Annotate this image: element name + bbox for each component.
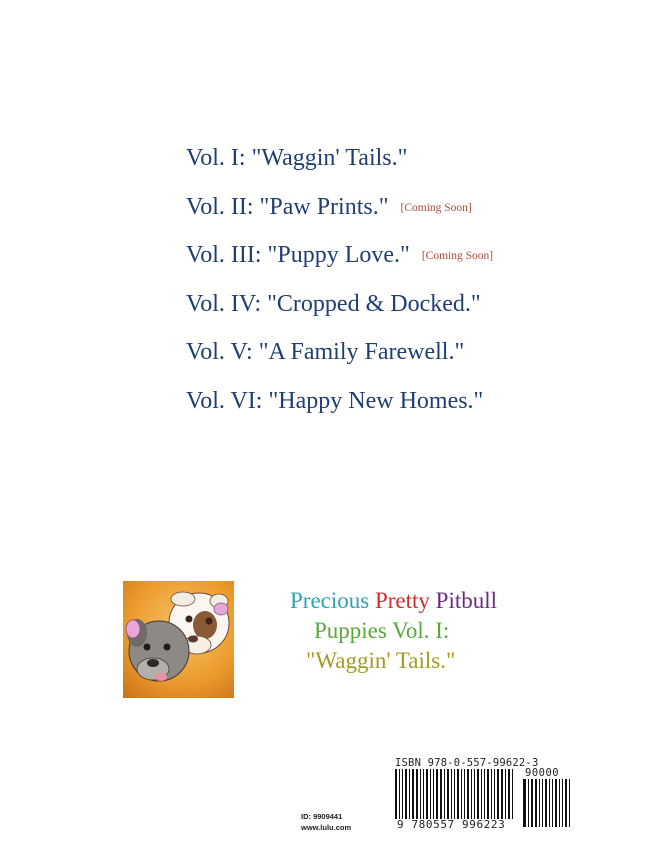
barcode-bar — [454, 769, 455, 819]
barcode-bar — [444, 769, 445, 819]
title-word-precious: Precious — [290, 588, 370, 613]
barcode-bar — [545, 779, 547, 827]
barcode-bar — [412, 769, 414, 819]
title-line-1 — [290, 586, 497, 616]
barcode-bar — [523, 779, 526, 827]
lulu-id: ID: 9909441 — [301, 812, 343, 821]
volume-label: Vol. IV: "Cropped & Docked." — [186, 290, 481, 317]
barcode-bar — [395, 769, 397, 819]
addon-barcode-bars — [523, 779, 573, 827]
barcode-bar — [539, 779, 540, 827]
barcode-bar — [484, 769, 485, 819]
title-line-2: Puppies Vol. I: — [314, 618, 450, 643]
barcode-bar — [549, 779, 550, 827]
volume-item — [186, 389, 493, 413]
barcode-bar — [457, 769, 459, 819]
barcode-bar — [423, 769, 424, 819]
volume-label: Vol. I: "Waggin' Tails." — [186, 145, 408, 171]
isbn-text: ISBN 978-0-557-99622-3 — [395, 757, 539, 769]
barcode-bar — [565, 779, 567, 827]
barcode-bar — [433, 769, 434, 819]
barcode-bar — [426, 769, 428, 819]
barcode-bar — [402, 769, 403, 819]
coming-soon-note: [Coming Soon] — [421, 250, 494, 263]
title-word-pitbull: Pitbull — [435, 588, 498, 613]
barcode-bar — [497, 769, 499, 819]
barcode-bar — [467, 769, 469, 819]
barcode-bar — [505, 769, 506, 819]
barcode-bar — [436, 769, 438, 819]
barcode-bar — [542, 779, 543, 827]
ean-barcode-bars — [395, 769, 517, 819]
price-addon-text: 90000 — [525, 767, 560, 779]
barcode-bar — [447, 769, 449, 819]
barcode-bar — [440, 769, 442, 819]
barcode-bar — [494, 769, 495, 819]
isbn-barcode — [395, 757, 575, 833]
barcode-bar — [409, 769, 410, 819]
barcode-bar — [481, 769, 482, 819]
coming-soon-note: [Coming Soon] — [400, 201, 472, 214]
puppies-cover-illustration — [123, 581, 234, 698]
barcode-bar — [451, 769, 452, 819]
barcode-bar — [405, 769, 407, 819]
barcode-bar — [474, 769, 475, 819]
barcode-bar — [477, 769, 479, 819]
barcode-bar — [461, 769, 462, 819]
barcode-bar — [508, 769, 510, 819]
barcode-bar — [535, 779, 537, 827]
volume-item — [186, 292, 493, 316]
ean-digits: 9 780557 996223 — [397, 818, 506, 831]
barcode-bar — [562, 779, 563, 827]
lulu-imprint — [301, 811, 351, 833]
volume-label: Vol. V: "A Family Farewell." — [186, 339, 465, 366]
barcode-bar — [464, 769, 465, 819]
volume-item — [186, 195, 493, 219]
barcode-bar — [416, 769, 418, 819]
barcode-bar — [420, 769, 421, 819]
barcode-bar — [399, 769, 400, 819]
barcode-bar — [528, 779, 529, 827]
volume-label: Vol. II: "Paw Prints." — [186, 193, 389, 220]
barcode-bar — [552, 779, 553, 827]
barcode-bar — [471, 769, 472, 819]
barcode-bar — [569, 779, 570, 827]
title-word-pretty: Pretty — [374, 588, 430, 613]
barcode-bar — [531, 779, 533, 827]
volume-label: Vol. III: "Puppy Love." — [186, 242, 410, 269]
barcode-bar — [512, 769, 513, 819]
lulu-site: www.lulu.com — [301, 823, 352, 832]
volume-item — [186, 243, 493, 267]
title-line-3: "Waggin' Tails." — [306, 648, 456, 673]
barcode-bar — [487, 769, 489, 819]
barcode-bar — [559, 779, 560, 827]
volume-label: Vol. VI: "Happy New Homes." — [186, 387, 484, 414]
barcode-bar — [555, 779, 557, 827]
barcode-bar — [430, 769, 431, 819]
volume-item — [186, 340, 493, 364]
volume-item — [186, 146, 493, 170]
volume-list — [186, 146, 493, 438]
barcode-bar — [501, 769, 503, 819]
book-title — [290, 586, 497, 676]
barcode-bar — [491, 769, 492, 819]
